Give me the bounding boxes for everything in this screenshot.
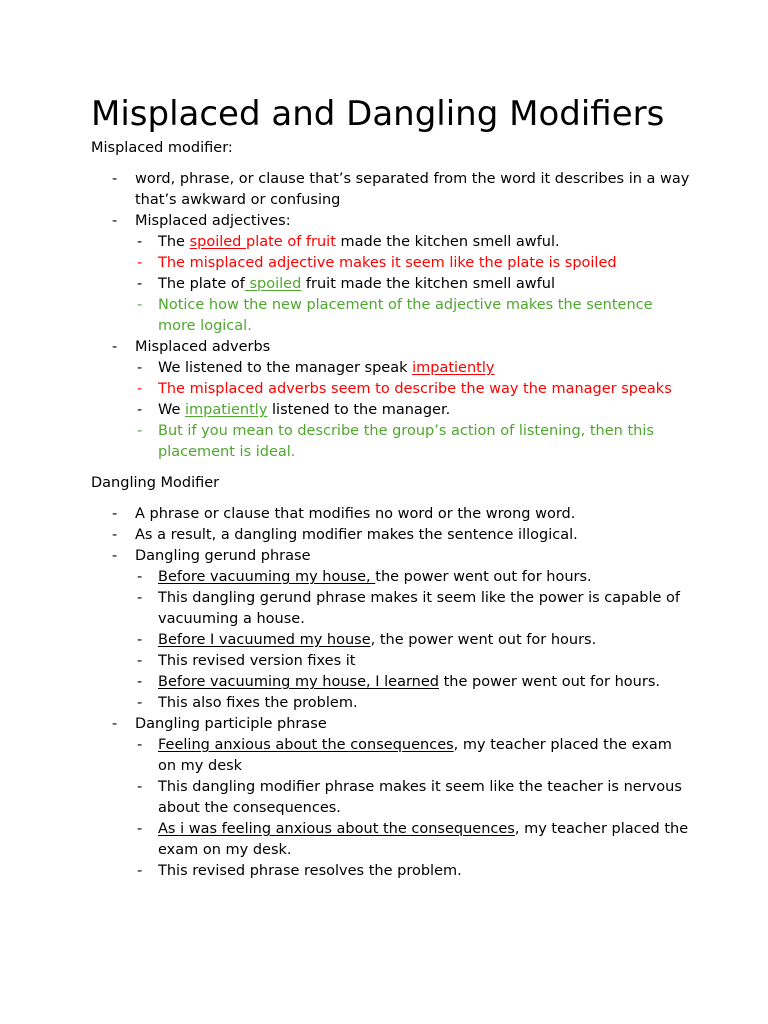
explanation-note: This revised version fixes it (158, 653, 356, 669)
list-item (135, 651, 691, 672)
example-text: , the power went out for hours. (370, 632, 597, 648)
dash-bullet: - (137, 632, 143, 648)
list-item (91, 525, 691, 546)
list-item (135, 861, 691, 882)
dash-bullet: - (137, 821, 143, 837)
list-item (135, 232, 691, 253)
explanation-note: This revised phrase resolves the problem. (158, 863, 462, 879)
example-text: The plate of (158, 276, 245, 292)
list-item (135, 358, 691, 379)
dangling-result: As a result, a dangling modifier makes the sentence illogical. (135, 527, 578, 543)
dash-bullet: - (137, 381, 143, 397)
example-text: , my teacher placed the exam on my desk. (158, 821, 689, 858)
list-item (135, 421, 691, 463)
example-text: fruit made the kitchen smell awful (301, 276, 555, 292)
dash-bullet: - (112, 213, 118, 229)
document-page (91, 92, 691, 882)
example-text: The (158, 234, 190, 250)
modifier-underline: impatiently (412, 360, 495, 376)
dash-bullet: - (137, 297, 143, 313)
list-item (135, 567, 691, 588)
list-item (91, 169, 691, 211)
dash-bullet: - (137, 423, 143, 439)
dash-bullet: - (137, 402, 143, 418)
dash-bullet: - (137, 360, 143, 376)
dash-bullet: - (137, 653, 143, 669)
misplaced-definition: word, phrase, or clause that’s separated from the word it describes in a way that’s awkward or confusing (135, 171, 690, 208)
dangling-participle-label: Dangling participle phrase (135, 716, 327, 732)
modifier-underline: spoiled (189, 234, 246, 250)
example-text: We (158, 402, 186, 418)
dash-bullet: - (112, 171, 118, 187)
list-item (135, 735, 691, 777)
fix-note: Notice how the new placement of the adjective makes the sentence more logical. (158, 297, 653, 334)
error-note: The misplaced adverbs seem to describe the way the manager speaks (158, 381, 672, 397)
list-item (135, 630, 691, 651)
dash-bullet: - (137, 569, 143, 585)
section-heading-dangling: Dangling Modifier (91, 475, 220, 491)
list-item (135, 819, 691, 861)
misplaced-list (91, 169, 691, 463)
dash-bullet: - (137, 737, 143, 753)
modifier-underline: Before vacuuming my house, I learned (158, 674, 439, 690)
modifier-underline: As i was feeling anxious about the consequences (158, 821, 515, 837)
list-item (91, 337, 691, 463)
explanation-note: This dangling gerund phrase makes it seem like the power is capable of vacuuming a house. (158, 590, 680, 627)
example-text: We listened to the manager speak (158, 360, 413, 376)
error-note: The misplaced adjective makes it seem like the plate is spoiled (158, 255, 617, 271)
page-title: Misplaced and Dangling Modifiers (91, 94, 665, 134)
list-item (91, 211, 691, 337)
dangling-gerund-label: Dangling gerund phrase (135, 548, 311, 564)
list-item (135, 295, 691, 337)
participle-sublist (135, 735, 691, 882)
example-text: , my teacher placed the exam on my desk (158, 737, 672, 774)
dash-bullet: - (137, 863, 143, 879)
list-item (91, 504, 691, 525)
explanation-note: This dangling modifier phrase makes it seem like the teacher is nervous about the consequences. (158, 779, 682, 816)
list-item (135, 693, 691, 714)
fix-note: But if you mean to describe the group’s action of listening, then this placement is ideal. (158, 423, 654, 460)
example-text: made the kitchen smell awful. (335, 234, 560, 250)
dash-bullet: - (137, 779, 143, 795)
modifier-underline: Feeling anxious about the consequences (158, 737, 454, 753)
dash-bullet: - (137, 674, 143, 690)
misplaced-adverbs-label: Misplaced adverbs (135, 339, 271, 355)
example-text: the power went out for hours. (439, 674, 660, 690)
gerund-sublist (135, 567, 691, 714)
modifier-underline: Before vacuuming my house, (158, 569, 376, 585)
dash-bullet: - (112, 716, 118, 732)
misplaced-adjectives-label: Misplaced adjectives: (135, 213, 291, 229)
list-item (135, 400, 691, 421)
list-item (135, 253, 691, 274)
list-item (135, 777, 691, 819)
dash-bullet: - (137, 234, 143, 250)
adverbs-sublist (135, 358, 691, 463)
dash-bullet: - (137, 695, 143, 711)
example-text: the power went out for hours. (375, 569, 592, 585)
modifier-underline: impatiently (185, 402, 268, 418)
list-item (91, 714, 691, 882)
list-item (135, 379, 691, 400)
dash-bullet: - (137, 590, 143, 606)
section-heading-misplaced: Misplaced modifier: (91, 140, 233, 156)
dash-bullet: - (112, 339, 118, 355)
dash-bullet: - (112, 506, 118, 522)
list-item (135, 588, 691, 630)
modifier-underline: spoiled (244, 276, 302, 292)
dash-bullet: - (112, 548, 118, 564)
dash-bullet: - (137, 255, 143, 271)
dash-bullet: - (137, 276, 143, 292)
list-item (91, 546, 691, 714)
adjectives-sublist (135, 232, 691, 337)
example-highlight: plate of fruit (246, 234, 336, 250)
dangling-definition: A phrase or clause that modifies no word or the wrong word. (135, 506, 576, 522)
dash-bullet: - (112, 527, 118, 543)
modifier-underline: Before I vacuumed my house (158, 632, 371, 648)
dangling-list (91, 504, 691, 882)
example-text: listened to the manager. (267, 402, 451, 418)
list-item (135, 672, 691, 693)
explanation-note: This also fixes the problem. (158, 695, 358, 711)
list-item (135, 274, 691, 295)
